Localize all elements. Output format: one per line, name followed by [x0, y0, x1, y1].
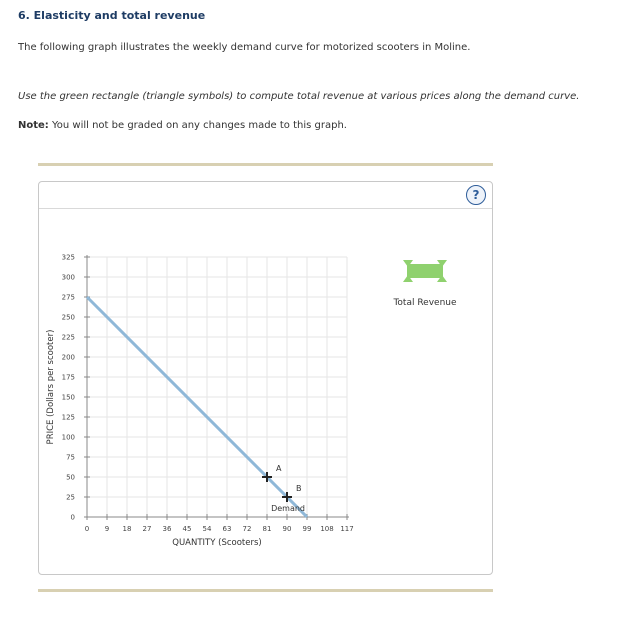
graph-panel — [38, 181, 493, 575]
x-tick-label: 54 — [202, 525, 212, 533]
total-revenue-rect — [407, 264, 443, 278]
y-tick-label: 325 — [61, 253, 75, 262]
x-tick-label: 36 — [162, 525, 172, 533]
x-tick-label: 45 — [182, 525, 192, 533]
demand-line[interactable] — [87, 297, 307, 517]
x-tick-label: 18 — [122, 525, 132, 533]
x-tick-label: 9 — [104, 525, 110, 533]
x-tick-label: 0 — [84, 525, 90, 533]
demand-label: Demand — [271, 504, 305, 513]
y-tick-label: 75 — [66, 453, 75, 462]
intro-text: The following graph illustrates the weekly demand curve for motorized scooters in Moline. — [18, 42, 471, 53]
point-label-a: A — [276, 464, 282, 473]
divider-bottom — [38, 589, 493, 592]
y-tick-label: 25 — [66, 493, 75, 502]
y-tick-label: 125 — [61, 413, 75, 422]
x-tick-label: 81 — [262, 525, 272, 533]
y-tick-label: 175 — [61, 373, 75, 382]
y-tick-label: 225 — [61, 333, 75, 342]
tool-palette — [392, 260, 457, 308]
y-tick-label: 200 — [61, 353, 75, 362]
y-tick-label: 0 — [70, 513, 75, 522]
x-axis-title: QUANTITY (Scooters) — [172, 538, 262, 548]
question-title: 6. Elasticity and total revenue — [18, 9, 206, 22]
x-tick-label: 117 — [340, 525, 354, 533]
x-tick-label: 72 — [242, 525, 252, 533]
y-tick-label: 50 — [66, 473, 75, 482]
x-tick-label: 99 — [302, 525, 312, 533]
note-label: Note: — [18, 120, 49, 131]
y-tick-label: 100 — [61, 433, 75, 442]
y-axis-ticks — [62, 254, 90, 522]
demand-chart[interactable] — [39, 182, 492, 574]
y-tick-label: 300 — [61, 273, 75, 282]
x-tick-label: 108 — [320, 525, 334, 533]
y-tick-label: 275 — [61, 293, 75, 302]
y-tick-label: 250 — [61, 313, 75, 322]
instruction-text: Use the green rectangle (triangle symbols) to compute total revenue at various prices along the demand curve. — [18, 91, 580, 102]
total-revenue-tool-icon[interactable] — [403, 260, 447, 282]
point-label-b: B — [296, 484, 302, 493]
x-tick-label: 90 — [282, 525, 292, 533]
note-body: You will not be graded on any changes made to this graph. — [48, 120, 347, 131]
help-button[interactable]: ? — [466, 185, 486, 205]
total-revenue-label: Total Revenue — [393, 298, 457, 308]
divider-top — [38, 163, 493, 166]
chart-series — [87, 297, 307, 517]
y-tick-label: 150 — [61, 393, 75, 402]
chart-axes — [87, 255, 349, 517]
x-tick-label: 27 — [142, 525, 152, 533]
y-axis-title: PRICE (Dollars per scooter) — [46, 329, 56, 445]
chart-grid — [87, 257, 347, 517]
x-tick-label: 63 — [222, 525, 232, 533]
note-text — [18, 120, 347, 131]
